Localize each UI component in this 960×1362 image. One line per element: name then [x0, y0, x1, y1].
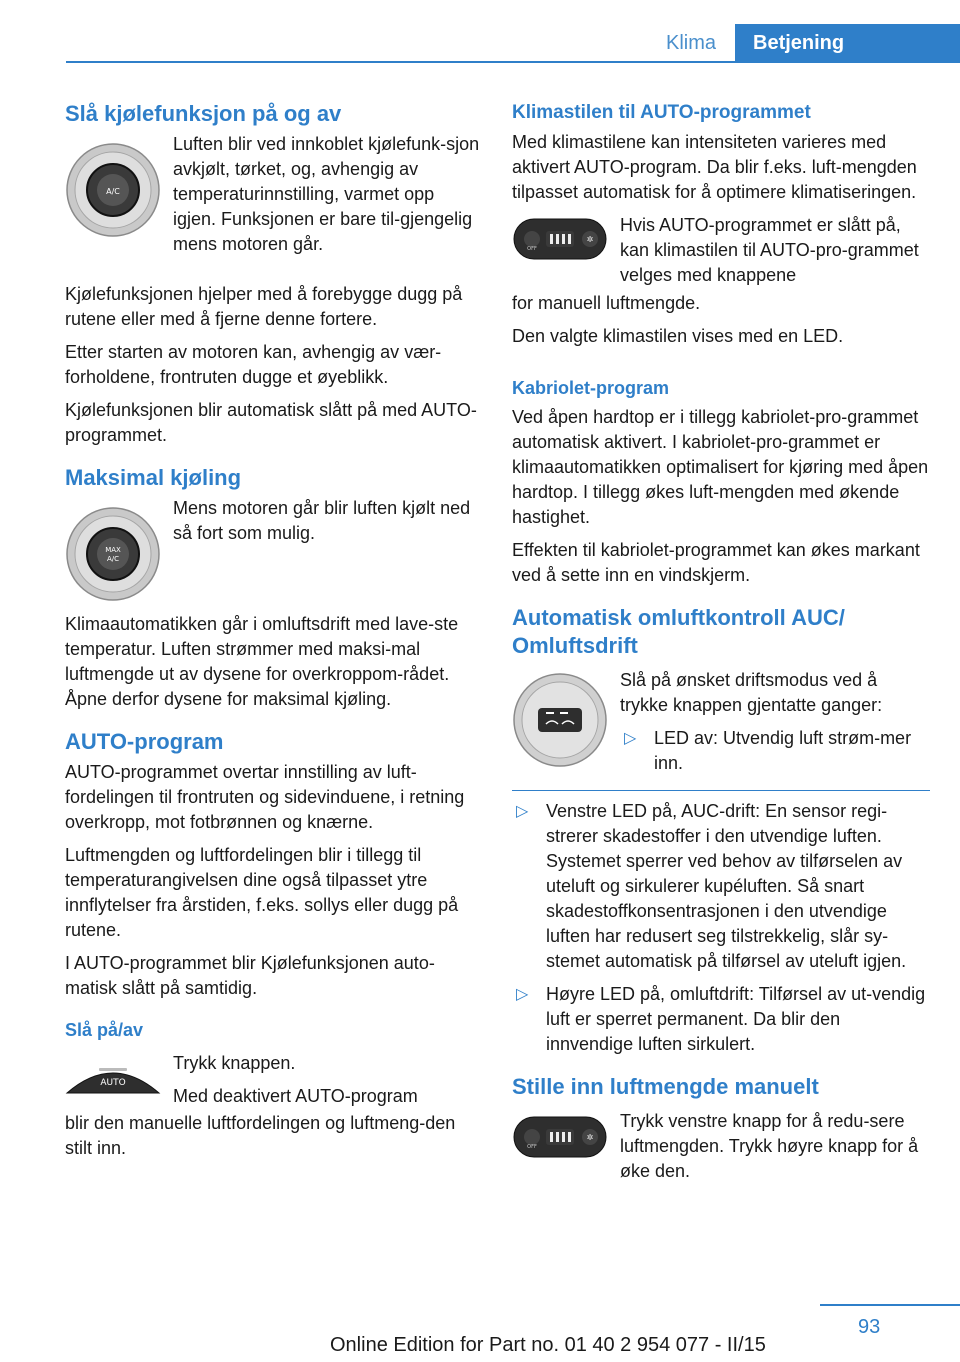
- cooling-paragraph-3: Kjølefunksjonen blir automatisk slått på med AUTO-programmet.: [65, 400, 477, 445]
- heading-cooling: Slå kjølefunksjon på og av: [65, 101, 342, 126]
- list-item: [620, 726, 930, 776]
- airflow-buttons-icon: [512, 1115, 608, 1159]
- bullet-separator: [512, 790, 930, 791]
- svg-text:✲: ✲: [586, 1133, 594, 1142]
- airflow-buttons-icon: [512, 217, 608, 261]
- knob-max-ac-icon: [65, 506, 161, 602]
- list-item: [512, 982, 930, 1057]
- triangle-bullet-icon: ▷: [516, 986, 529, 1003]
- page-header: [647, 24, 960, 62]
- on-off-figure-text-1: Trykk knappen.: [173, 1053, 296, 1073]
- header-section-tab[interactable]: Klima: [647, 24, 735, 62]
- header-chapter-tab[interactable]: Betjening: [735, 24, 960, 62]
- svg-text:MAX: MAX: [105, 546, 121, 554]
- heading-max-cooling: Maksimal kjøling: [65, 465, 242, 490]
- heading-on-off: Slå på/av: [65, 1020, 144, 1040]
- edition-text: Online Edition for Part no. 01 40 2 954 077 - II/15: [330, 1334, 766, 1356]
- auto-paragraph-3: I AUTO-programmet blir Kjølefunksjonen auto-matisk slått på samtidig.: [65, 953, 435, 998]
- heading-auto-program: AUTO-program: [65, 729, 224, 754]
- heading-auc: Automatisk omluftkontroll AUC/ Omluftsdrift: [512, 605, 845, 658]
- bullet-text: Venstre LED på, AUC-drift: En sensor regi-strerer skadestoffer i den utvendige luften. Systemet sperrer ved behov av tilførselen av uteluft og sirkulerer kupéluften. Så snart skadestoffkonsentrasjonen i den utvendige luften har redusert seg tilstrekkelig, slår sy-stemet automatisk på tilførsel av uteluft igjen.: [546, 801, 907, 971]
- on-off-paragraph: blir den manuelle luftfordelingen og luftmeng-den stilt inn.: [65, 1113, 456, 1158]
- auc-figure-text: Slå på ønsket driftsmodus ved å trykke knappen gjentatte ganger:: [620, 670, 883, 715]
- svg-text:OFF: OFF: [527, 246, 537, 252]
- svg-text:OFF: OFF: [527, 1144, 537, 1150]
- auto-button-icon: [65, 1059, 161, 1099]
- cabriolet-paragraph-1: Ved åpen hardtop er i tillegg kabriolet-pro-grammet automatisk aktivert. I kabriolet-pro-grammet er klimaautomatikken optimalisert for kjøring med åpen hardtop. I tillegg økes luft-mengden med økende hastighet.: [512, 407, 929, 527]
- triangle-bullet-icon: ▷: [624, 730, 637, 747]
- heading-climate-style: Klimastilen til AUTO-programmet: [512, 102, 811, 123]
- list-item: [512, 799, 930, 974]
- cabriolet-paragraph-2: Effekten til kabriolet-programmet kan økes markant ved å sette inn en vindskjerm.: [512, 540, 920, 585]
- cooling-paragraph-1: Kjølefunksjonen hjelper med å forebygge dugg på rutene eller med å fjerne denne fortere.: [65, 284, 463, 329]
- heading-manual-airflow: Stille inn luftmengde manuelt: [512, 1074, 819, 1099]
- svg-text:A/C: A/C: [106, 555, 120, 563]
- bullet-text: LED av: Utvendig luft strøm-mer inn.: [654, 728, 912, 773]
- figure-row-auto: [65, 1051, 480, 1111]
- heading-cabriolet: Kabriolet-program: [512, 378, 670, 398]
- svg-text:✲: ✲: [586, 235, 594, 244]
- knob-ac-icon: [65, 142, 161, 238]
- right-column: [512, 100, 930, 1189]
- header-rule: [66, 61, 960, 63]
- figure-row-manual-airflow: [512, 1109, 930, 1189]
- max-cooling-paragraph: Klimaautomatikken går i omluftsdrift med lave-ste temperatur. Luften strømmer med maksi-mal luftmengde ut av dysene for overkroppom-rådet. Åpne derfor dysene for maksimal kjøling.: [65, 614, 459, 709]
- figure-row-max-ac: [65, 496, 480, 612]
- max-cooling-figure-text: Mens motoren går blir luften kjølt ned så fort som mulig.: [173, 498, 471, 543]
- triangle-bullet-icon: ▷: [516, 803, 529, 820]
- auto-paragraph-2: Luftmengden og luftfordelingen blir i tillegg til temperaturangivelsen dine også tilpasset ytre innflytelser fra årstiden, f.eks. sollys eller dugg på rutene.: [65, 845, 459, 940]
- left-column: [65, 100, 480, 1169]
- footer-rule: [820, 1304, 960, 1306]
- cooling-paragraph-2: Etter starten av motoren kan, avhengig av vær-forholdene, frontruten dugge et øyeblikk.: [65, 342, 442, 387]
- cooling-figure-text: Luften blir ved innkoblet kjølefunk-sjon avkjølt, tørket, og, avhengig av temperaturinnstilling, varmet opp igjen. Funksjonen er bare til-gjengelig mens motoren går.: [173, 134, 480, 254]
- figure-row-ac: [65, 132, 480, 282]
- on-off-figure-text-2: Med deaktivert AUTO-program: [173, 1086, 418, 1106]
- climate-style-paragraph-2: Den valgte klimastilen vises med en LED.: [512, 326, 844, 346]
- manual-airflow-figure-text: Trykk venstre knapp for å redu-sere luftmengden. Trykk høyre knapp for å øke den.: [620, 1111, 919, 1181]
- auto-paragraph-1: AUTO-programmet overtar innstilling av luft-fordelingen til frontruten og sidevinduene, i retning overkropp, mot fotbrønnen og knærne.: [65, 762, 465, 832]
- page-number: 93: [858, 1316, 881, 1338]
- auc-bullet-list: [512, 799, 930, 1057]
- svg-text:AUTO: AUTO: [100, 1078, 126, 1088]
- climate-style-continuation: for manuell luftmengde.: [512, 293, 701, 313]
- climate-style-paragraph-1: Med klimastilene kan intensiteten varieres med aktivert AUTO-program. Da blir f.eks. luft-mengden tilpasset automatisk for å optimere klimatiseringen.: [512, 132, 917, 202]
- bullet-text: Høyre LED på, omluftdrift: Tilførsel av ut-vendig luft er sperret permanent. Da blir den innvendige luften sirkulert.: [546, 984, 926, 1054]
- footer-edition: [330, 1334, 766, 1357]
- climate-style-figure-text: Hvis AUTO-programmet er slått på, kan klimastilen til AUTO-pro-grammet velges med knappene: [620, 215, 919, 285]
- figure-row-auc: [512, 668, 930, 786]
- recirculation-knob-icon: [512, 672, 608, 768]
- svg-text:A/C: A/C: [106, 187, 120, 196]
- figure-row-climate-style: [512, 213, 930, 291]
